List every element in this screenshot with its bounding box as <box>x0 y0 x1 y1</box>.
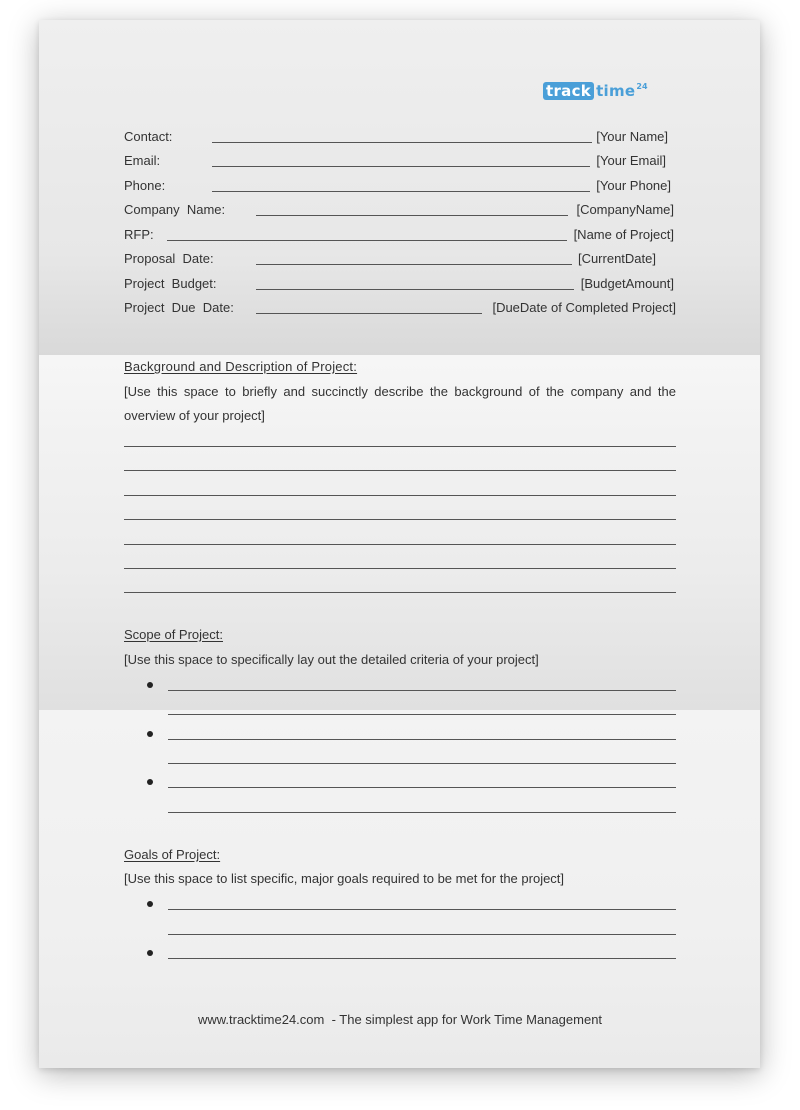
bullet-icon <box>147 682 153 688</box>
project-due-date-field-line[interactable] <box>256 313 482 314</box>
company-name-field-line[interactable] <box>256 215 568 216</box>
project-budget-label: Project Budget: <box>124 276 217 291</box>
scope-item-line[interactable] <box>168 714 676 715</box>
proposal-date-field-line[interactable] <box>256 264 572 265</box>
project-budget-field-line[interactable] <box>256 289 574 290</box>
tracktime24-logo <box>543 82 648 102</box>
scope-item-line[interactable] <box>168 739 676 740</box>
rfp-placeholder: [Name of Project] <box>573 227 674 242</box>
project-due-date-placeholder: [DueDate of Completed Project] <box>492 300 676 315</box>
bullet-icon <box>147 779 153 785</box>
goals-item-line[interactable] <box>168 958 676 959</box>
background-writing-line[interactable] <box>124 592 676 593</box>
email-field-line[interactable] <box>212 166 590 167</box>
phone-label: Phone: <box>124 178 166 193</box>
background-instruction-line2: overview of your project] <box>124 408 265 423</box>
scope-instruction: [Use this space to specifically lay out the detailed criteria of your project] <box>124 652 539 667</box>
bullet-icon <box>147 731 153 737</box>
scope-item-line[interactable] <box>168 763 676 764</box>
rfp-field-line[interactable] <box>167 240 567 241</box>
background-writing-line[interactable] <box>124 446 676 447</box>
contact-placeholder: [Your Name] <box>596 129 668 144</box>
logo-superscript: 24 <box>636 82 648 91</box>
goals-heading: Goals of Project: <box>124 847 221 862</box>
phone-field-line[interactable] <box>212 191 590 192</box>
background-writing-line[interactable] <box>124 495 676 496</box>
scope-item-line[interactable] <box>168 787 676 788</box>
background-writing-line[interactable] <box>124 470 676 471</box>
goals-instruction: [Use this space to list specific, major goals required to be met for the project] <box>124 871 565 886</box>
background-heading: Background and Description of Project: <box>124 359 358 374</box>
scope-item-line[interactable] <box>168 690 676 691</box>
contact-field-line[interactable] <box>212 142 592 143</box>
scope-heading: Scope of Project: <box>124 627 223 642</box>
proposal-date-label: Proposal Date: <box>124 251 214 266</box>
company-name-label: Company Name: <box>124 202 226 217</box>
logo-box-text: track <box>543 82 594 100</box>
goals-item-line[interactable] <box>168 909 676 910</box>
phone-placeholder: [Your Phone] <box>596 178 671 193</box>
bullet-icon <box>147 950 153 956</box>
footer-text: www.tracktime24.com - The simplest app for Work Time Management <box>197 1012 603 1027</box>
goals-item-line[interactable] <box>168 934 676 935</box>
company-name-placeholder: [CompanyName] <box>576 202 674 217</box>
background-writing-line[interactable] <box>124 544 676 545</box>
scope-item-line[interactable] <box>168 812 676 813</box>
background-writing-line[interactable] <box>124 519 676 520</box>
email-label: Email: <box>124 153 161 168</box>
background-instruction-line1: [Use this space to briefly and succinctly describe the background of the company and the <box>124 384 676 399</box>
contact-label: Contact: <box>124 129 173 144</box>
project-budget-placeholder: [BudgetAmount] <box>580 276 674 291</box>
proposal-date-placeholder: [CurrentDate] <box>577 251 656 266</box>
background-writing-line[interactable] <box>124 568 676 569</box>
project-due-date-label: Project Due Date: <box>124 300 234 315</box>
bullet-icon <box>147 901 153 907</box>
email-placeholder: [Your Email] <box>596 153 666 168</box>
logo-rest-text: time <box>596 82 636 100</box>
rfp-label: RFP: <box>124 227 154 242</box>
